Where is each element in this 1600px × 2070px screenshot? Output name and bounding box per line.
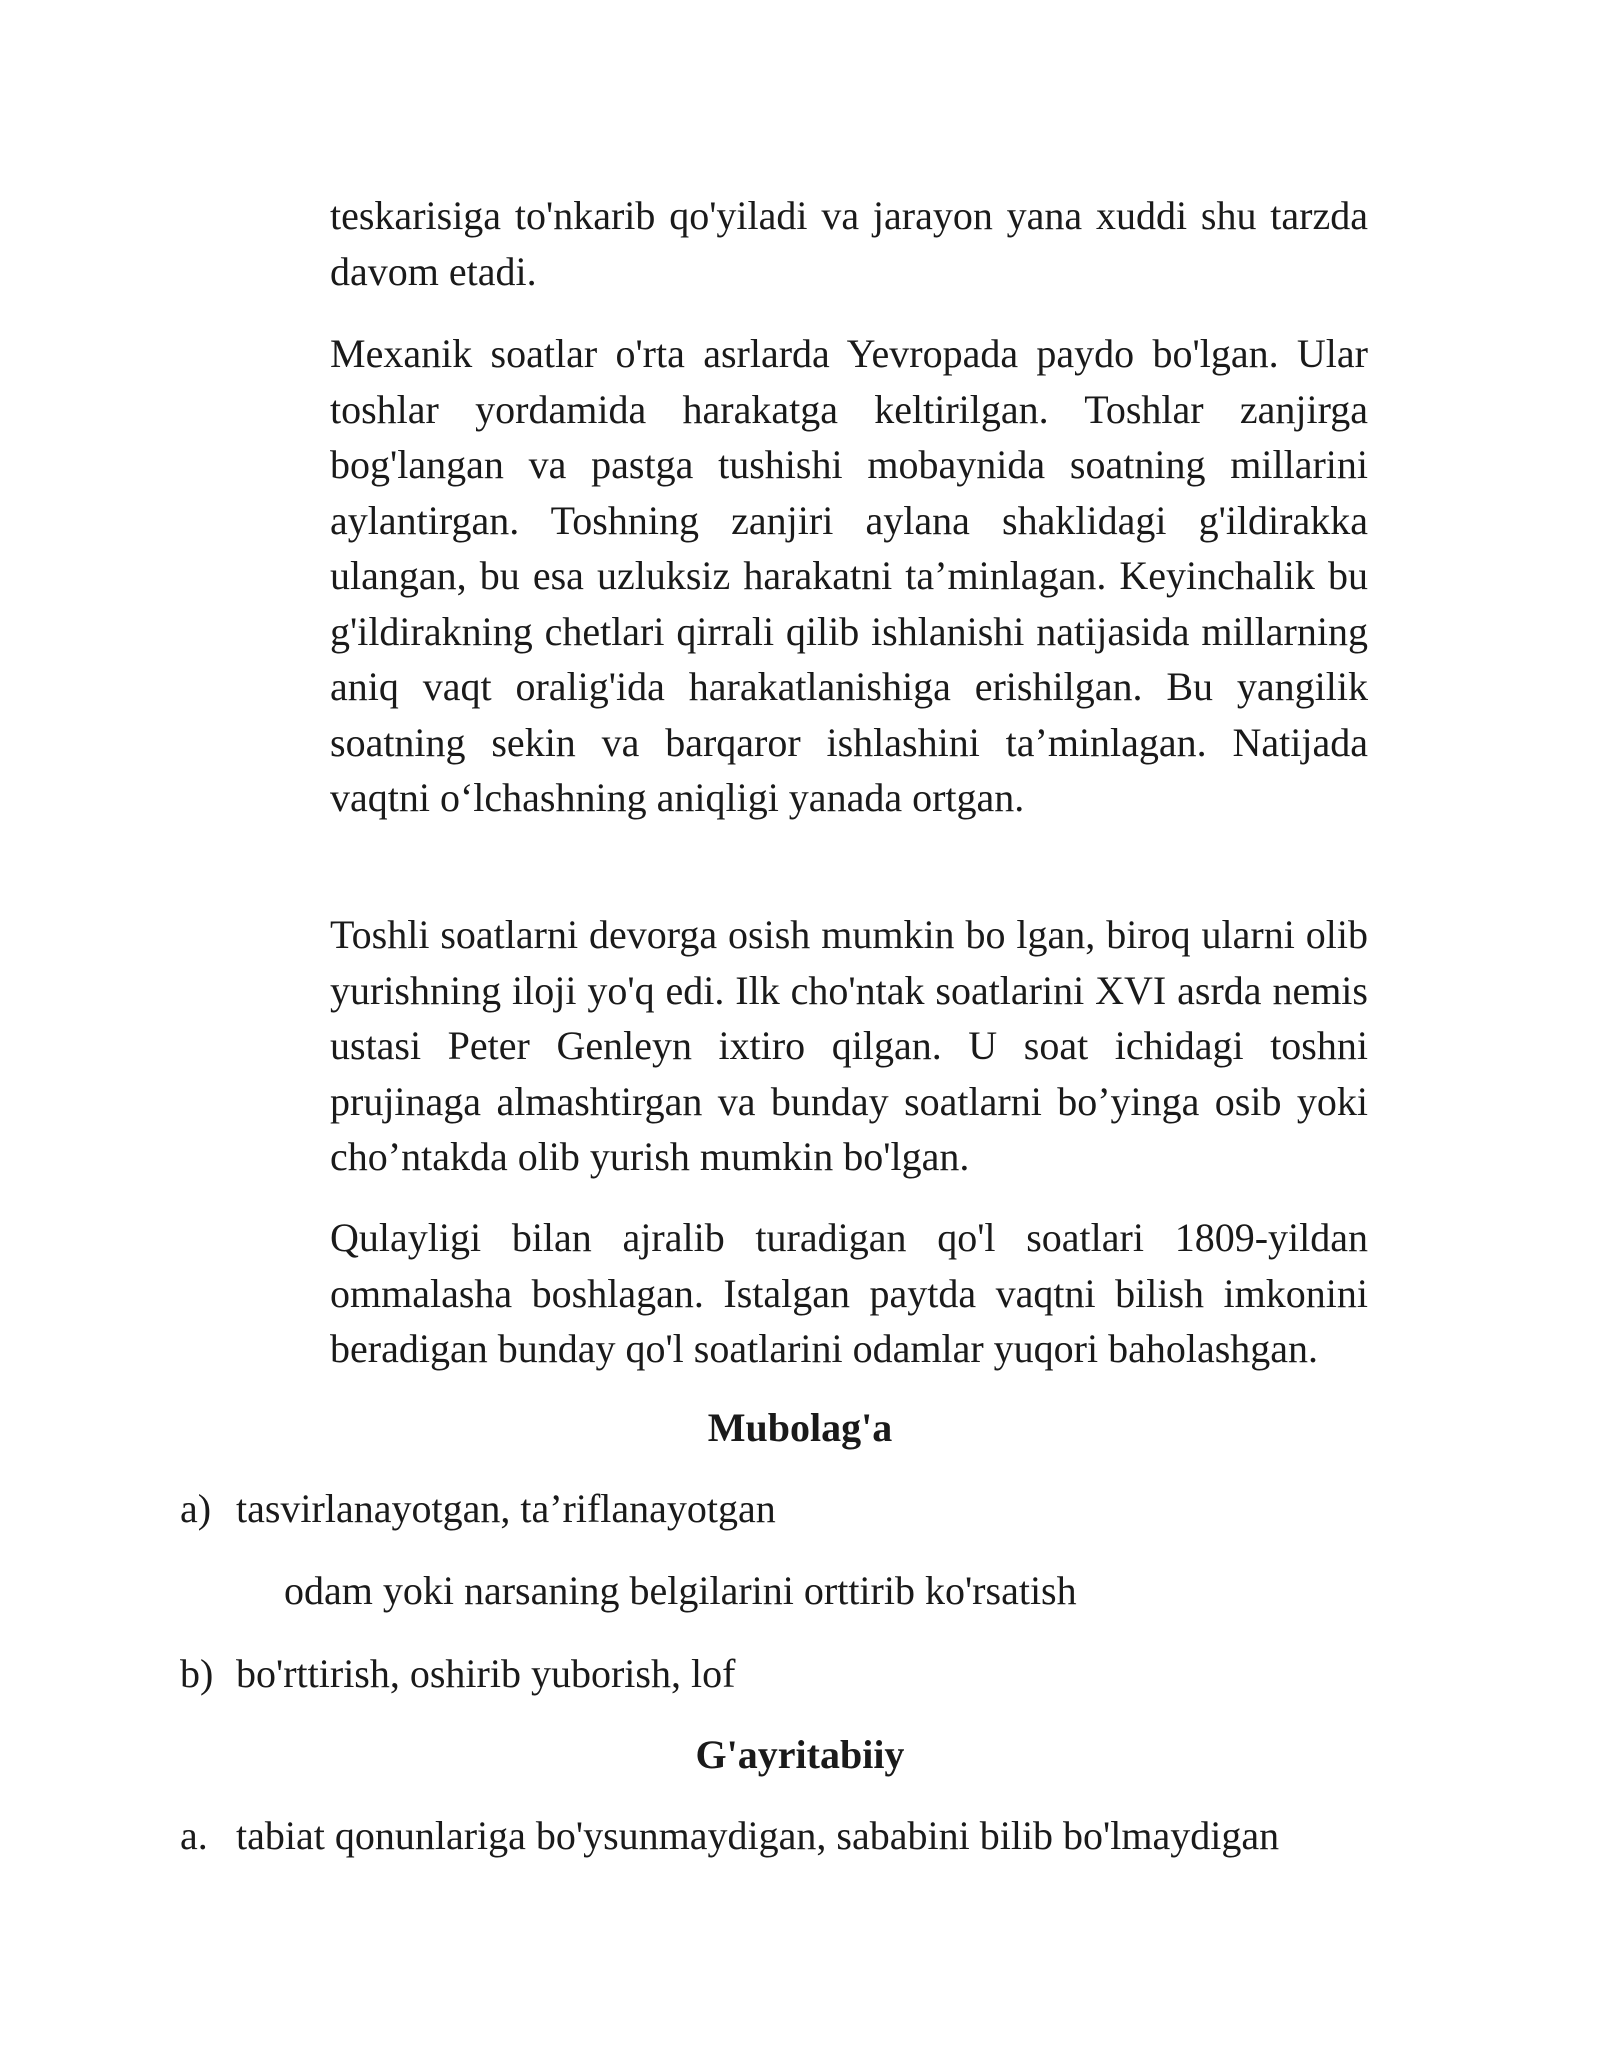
list-marker: b) bbox=[180, 1651, 214, 1696]
paragraph-1: teskarisiga to'nkarib qo'yiladi va jarayon yana xuddi shu tarzda davom etadi. bbox=[330, 193, 1368, 294]
list-item-continuation: odam yoki narsaning belgilarini orttirib ko'rsatish bbox=[284, 1568, 1077, 1613]
list-marker: a) bbox=[180, 1486, 212, 1531]
heading-gayritabiiy: G'ayritabiiy bbox=[695, 1732, 905, 1777]
paragraph-4: Qulayligi bilan ajralib turadigan qo'l soatlari 1809-yildan ommalasha boshlagan. Istalgan paytda vaqtni bilish imkonini beradigan bunday qo'l soatlarini odamlar yuqori baholashgan. bbox=[330, 1215, 1368, 1371]
list-item-text: tabiat qonunlariga bo'ysunmaydigan, sababini bilib bo'lmaydigan bbox=[236, 1813, 1280, 1858]
heading-mubolaga: Mubolag'a bbox=[707, 1405, 893, 1450]
list-item bbox=[180, 1808, 1279, 1863]
list-item bbox=[180, 1481, 776, 1536]
list-item bbox=[180, 1646, 735, 1701]
list-item-text: tasvirlanayotgan, ta’riflanayotgan bbox=[236, 1486, 776, 1531]
list-item-text: bo'rttirish, oshirib yuborish, lof bbox=[236, 1651, 736, 1696]
paragraph-3: Toshli soatlarni devorga osish mumkin bo lgan, biroq ularni olib yurishning iloji yo'q edi. Ilk cho'ntak soatlarini XVI asrda nemis ustasi Peter Genleyn ixtiro qilgan. U soat ichidagi toshni prujinaga almashtirgan va bunday soatlarni bo’yinga osib yoki cho’ntakda olib yurish mumkin bo'lgan. bbox=[330, 912, 1368, 1179]
list-marker: a. bbox=[180, 1813, 208, 1858]
paragraph-2: Mexanik soatlar o'rta asrlarda Yevropada paydo bo'lgan. Ular toshlar yordamida harakatga keltirilgan. Toshlar zanjirga bog'langan va pastga tushishi mobaynida soatning millarini aylantirgan. Toshning zanjiri aylana shaklidagi g'ildirakka ulangan, bu esa uzluksiz harakatni ta’minlagan. Keyinchalik bu g'ildirakning chetlari qirrali qilib ishlanishi natijasida millarning aniq vaqt oralig'ida harakatlanishiga erishilgan. Bu yangilik soatning sekin va barqaror ishlashini ta’minlagan. Natijada vaqtni o‘lchashning aniqligi yanada ortgan. bbox=[330, 331, 1368, 820]
